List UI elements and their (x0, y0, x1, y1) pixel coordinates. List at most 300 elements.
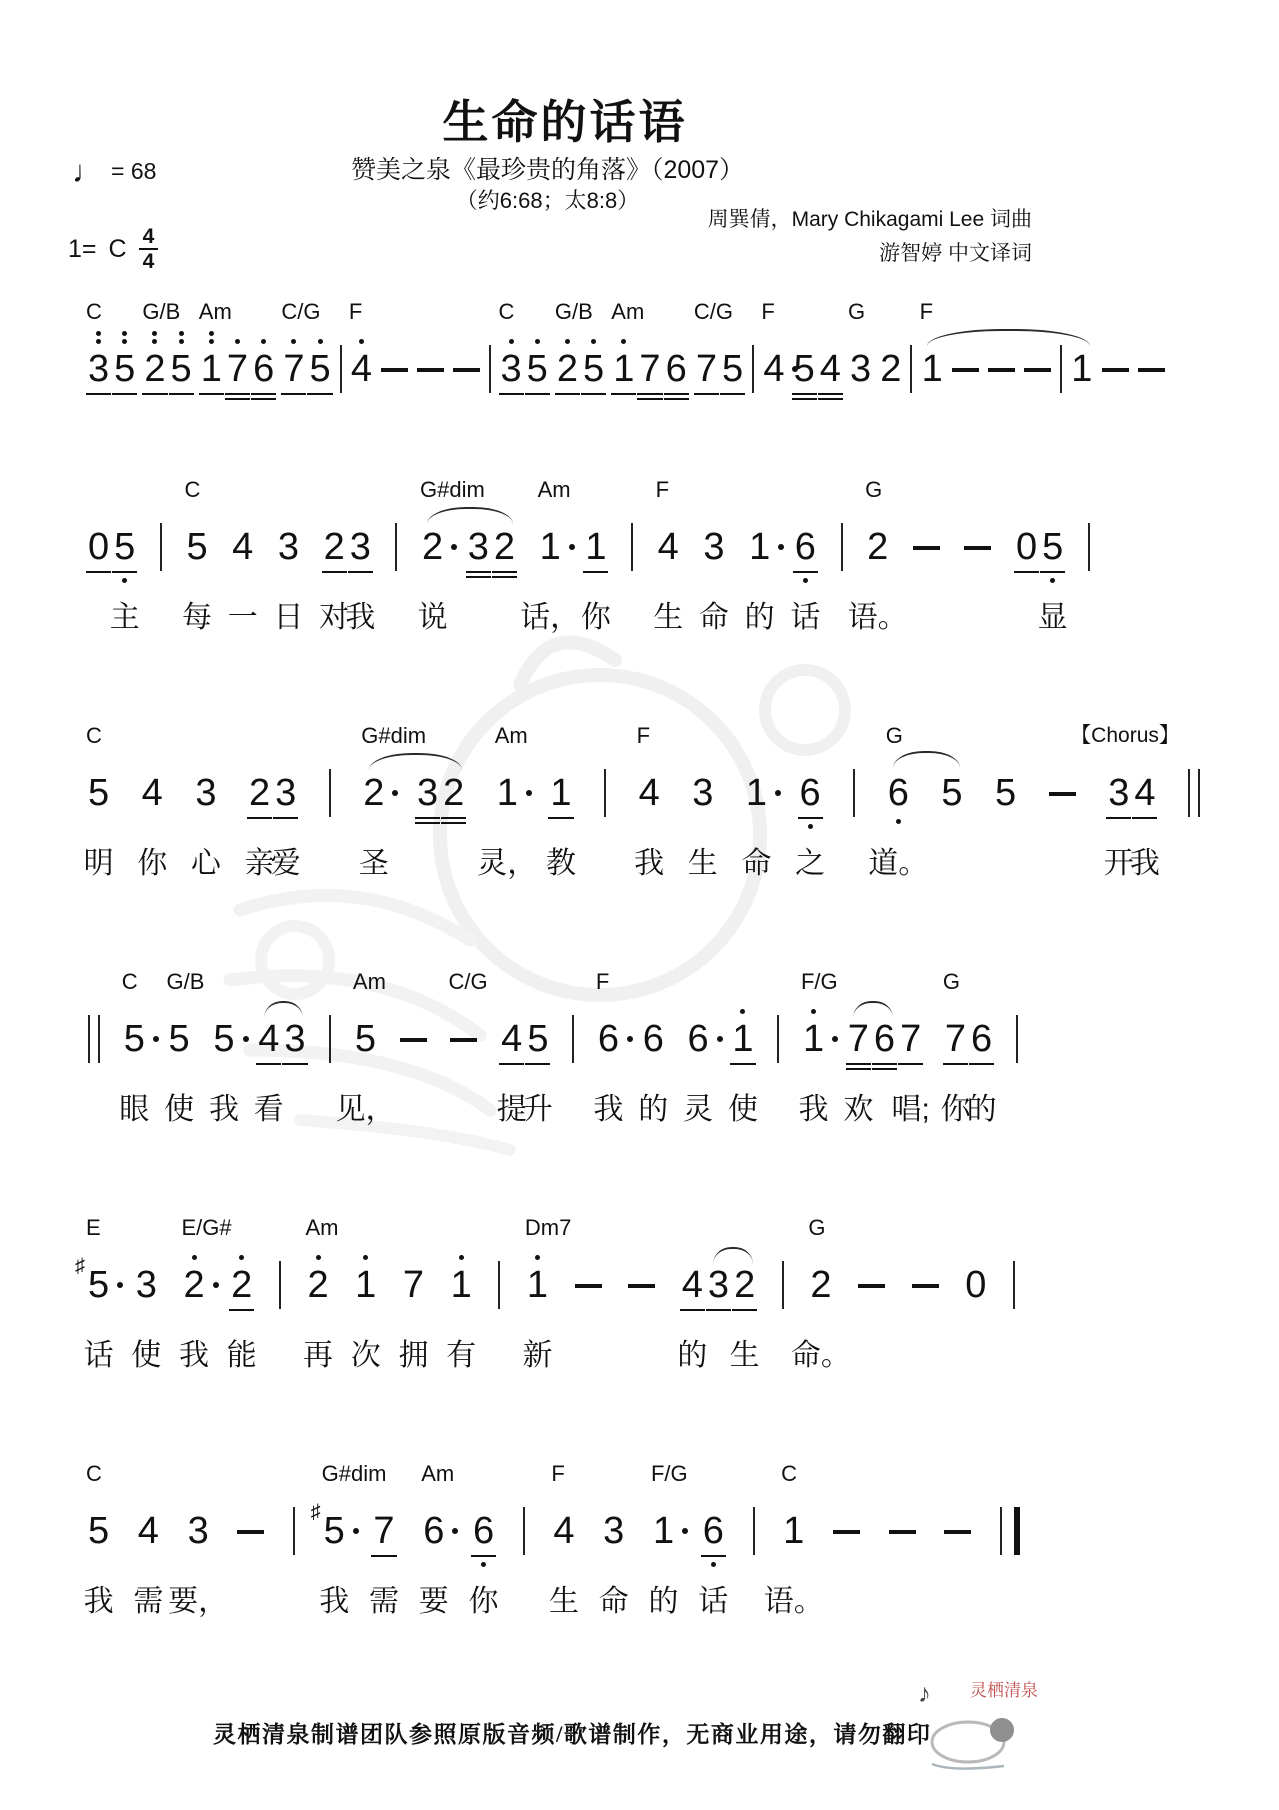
lyric-syllable: 话 (83, 1339, 114, 1372)
note (729, 1263, 760, 1372)
translator-credit: 游智婷 中文译词 (879, 241, 1032, 265)
duration-underline (846, 1068, 871, 1071)
note-number: 2 (867, 526, 889, 568)
chord-label: G (865, 477, 883, 502)
note (368, 1509, 399, 1618)
note-row (83, 723, 1200, 880)
duration-underline (251, 393, 276, 396)
lyric-syllable: 心 (190, 847, 221, 880)
lyric-syllable: 每 (182, 601, 212, 634)
barline (293, 1507, 295, 1555)
duration-underline (471, 1555, 496, 1558)
octave-dots-below (703, 1562, 724, 1567)
octave-dot (621, 339, 626, 344)
note (446, 1263, 477, 1372)
note (182, 477, 212, 634)
note-number: 0 (1015, 526, 1038, 568)
note-number: 5 (323, 1510, 345, 1552)
duration-underline (818, 393, 843, 396)
note-number: 4 (553, 1510, 575, 1552)
held-note-dash (628, 1284, 655, 1288)
held-note-dash (1102, 368, 1129, 372)
barline (395, 523, 397, 571)
score (75, 299, 1200, 1707)
duration-underline (694, 393, 719, 396)
octave-dots-above (231, 1255, 252, 1260)
note (995, 771, 1016, 815)
barline (841, 523, 843, 571)
octave-dots-above (309, 339, 330, 344)
barline (1013, 1261, 1015, 1309)
chord-label: G/B (166, 969, 205, 994)
chord-label: F (761, 299, 775, 324)
lyric-syllable: 教 (545, 847, 576, 880)
note-number: 5 (170, 348, 192, 390)
chord-label: F/G (800, 969, 838, 994)
note (190, 771, 221, 880)
octave-dot (179, 331, 184, 336)
held-note-dash (1024, 368, 1051, 372)
duration-underline (499, 393, 524, 396)
publisher-logo (912, 1668, 1037, 1783)
note (693, 299, 733, 391)
key-prefix: 1= (68, 234, 97, 263)
octave-dot (811, 1009, 816, 1014)
music-system-chorus-2 (75, 1215, 1015, 1389)
note-row (88, 477, 1090, 634)
note (1070, 724, 1180, 880)
note (966, 1017, 997, 1126)
octave-dots-above (583, 339, 604, 344)
note (319, 525, 350, 634)
note (137, 771, 168, 880)
chord-label: F (595, 969, 610, 994)
note-number: 5 (527, 1018, 549, 1060)
note (874, 1017, 895, 1061)
duration-underline (664, 393, 689, 396)
note (648, 1461, 688, 1618)
octave-dot (363, 1255, 368, 1260)
note (545, 771, 576, 880)
note (666, 347, 687, 391)
lyric-syllable: 语。 (847, 601, 908, 634)
lyric-syllable: 爱 (270, 847, 301, 880)
duration-underline (492, 576, 517, 579)
chord-label: C/G (693, 299, 733, 324)
note-number: 7 (900, 1018, 922, 1060)
barline (631, 523, 633, 571)
lyric-syllable: 开 (1103, 847, 1134, 880)
barline (853, 769, 855, 817)
note (727, 1017, 758, 1126)
note-number: 3 (467, 526, 489, 568)
lyric-syllable: 话， (520, 601, 581, 634)
octave-dot (808, 824, 813, 829)
lyric-syllable: 生 (653, 601, 684, 634)
beamed-group (611, 299, 687, 391)
chord-label: Am (305, 1215, 339, 1240)
note-number: 6 (472, 1510, 495, 1552)
note-number: 0 (88, 526, 110, 568)
chord-label: Am (611, 299, 645, 324)
barline (572, 1015, 574, 1063)
note-number: 3 (416, 772, 439, 814)
note-row (88, 969, 1018, 1126)
duration-underline (281, 393, 306, 396)
note-number: 3 (195, 772, 217, 814)
octave-dots-above (171, 331, 192, 344)
note-number: 1 (526, 1264, 549, 1306)
chord-label: G/B (554, 299, 593, 324)
lyric-syllable: 主 (109, 601, 140, 634)
beamed-group (498, 299, 548, 391)
note-number: 2 (810, 1264, 832, 1306)
note-number: 1 (200, 348, 222, 390)
scripture-reference: （约6:68；太8:8） (455, 188, 640, 213)
note (554, 299, 593, 391)
note-number: 3 (849, 348, 872, 390)
chord-label: Am (352, 969, 386, 994)
note (761, 299, 785, 391)
note-number: 1 (732, 1018, 754, 1060)
note-number: 2 (363, 772, 385, 814)
note (358, 723, 427, 880)
barline (782, 1261, 784, 1309)
barline (910, 345, 912, 393)
note-number: 1 (921, 348, 943, 390)
key-signature (68, 225, 158, 273)
beamed-group (319, 525, 376, 634)
chord-label: Am (421, 1461, 455, 1486)
duration-underline (720, 393, 745, 396)
lyric-syllable: 生 (687, 847, 718, 880)
lyric-syllable: 命。 (790, 1339, 851, 1372)
note-number: 4 (819, 348, 841, 390)
note (310, 1461, 387, 1618)
note (348, 299, 372, 391)
duration-underline (581, 393, 606, 396)
note-number: 5 (186, 526, 208, 568)
note (498, 299, 522, 391)
lyric-syllable: 语。 (763, 1585, 824, 1618)
note-number: 1 (652, 1510, 675, 1552)
note-number: 6 (253, 348, 275, 390)
note (142, 299, 181, 391)
note (522, 1215, 572, 1372)
duration-underline (169, 393, 194, 396)
duration-underline (225, 398, 250, 401)
held-note-dash (952, 368, 979, 372)
octave-dots-above (88, 331, 109, 344)
duration-underline (229, 1309, 254, 1312)
augmentation-dot (569, 544, 575, 550)
lyric-syllable: 命 (598, 1585, 629, 1618)
note-number: 1 (496, 772, 518, 814)
duration-underline (499, 1063, 524, 1066)
chord-label: F (655, 477, 670, 502)
note-number: 6 (642, 1018, 664, 1060)
duration-underline (818, 398, 843, 401)
slur-tie-arc (853, 1001, 893, 1018)
lyric-syllable: 圣 (358, 847, 389, 880)
duration-underline (943, 1063, 968, 1066)
octave-dot (239, 1255, 244, 1260)
barline (498, 1261, 500, 1309)
note (109, 525, 140, 634)
augmentation-dot (775, 790, 781, 796)
note-number: 3 (603, 1510, 625, 1552)
note-number: 4 (137, 1510, 159, 1552)
note-row (86, 299, 1165, 393)
note (880, 347, 901, 391)
barline (329, 1015, 331, 1063)
note (350, 1263, 381, 1372)
note-number: 3 (707, 1264, 730, 1306)
note (548, 1461, 579, 1618)
octave-dot (291, 339, 296, 344)
note-number: 5 (114, 526, 136, 568)
duration-underline (793, 571, 818, 574)
octave-dot (591, 339, 596, 344)
octave-dot (192, 1255, 197, 1260)
note (468, 525, 489, 569)
note (598, 1509, 629, 1618)
lyric-syllable: 道。 (868, 847, 929, 880)
song-title: 生命的话语 (442, 96, 688, 148)
duration-underline (415, 822, 440, 825)
chord-label: C (781, 1461, 798, 1486)
octave-dots-above (283, 339, 304, 344)
final-barline (1000, 1507, 1020, 1555)
note (418, 1461, 455, 1618)
barline (489, 345, 491, 393)
note-number: 1 (550, 772, 572, 814)
note-number: 0 (965, 1264, 987, 1306)
beamed-group (417, 771, 464, 815)
octave-dots-above (227, 339, 248, 344)
note (88, 525, 109, 569)
note (653, 477, 684, 634)
note-number: 6 (873, 1018, 896, 1060)
note (253, 347, 274, 391)
lyric-syllable: 命 (741, 847, 772, 880)
note-number: 5 (213, 1018, 235, 1060)
held-note-dash (988, 368, 1015, 372)
credits (708, 203, 1032, 270)
lyric-syllable: 次 (350, 1339, 381, 1372)
beamed-group (281, 299, 331, 391)
note-number: 7 (226, 348, 249, 390)
lyric-syllable: 有 (446, 1339, 477, 1372)
lyric-syllable: 使 (164, 1093, 195, 1126)
note-number: 2 (493, 526, 516, 568)
chord-label: C (121, 969, 138, 994)
note-row (75, 1215, 1015, 1372)
note-number: 5 (793, 348, 815, 390)
note-number: 4 (350, 348, 372, 390)
chord-label: Am (537, 477, 571, 502)
note (741, 771, 772, 880)
octave-dot (318, 339, 323, 344)
beamed-group (244, 771, 301, 880)
note-number: 2 (734, 1264, 756, 1306)
chord-label: C (498, 299, 515, 324)
note-number: 5 (1042, 526, 1064, 568)
note (527, 347, 548, 391)
duration-underline (548, 817, 573, 820)
octave-dot (235, 339, 240, 344)
note (303, 1215, 339, 1372)
note-number: 7 (944, 1018, 967, 1060)
octave-dots-above (201, 331, 222, 344)
lyric-syllable: 的 (966, 1093, 997, 1126)
beamed-group (677, 1263, 760, 1372)
note (965, 1263, 986, 1307)
chord-label: G#dim (321, 1461, 387, 1486)
chord-label: F (551, 1461, 565, 1486)
octave-dot (261, 339, 266, 344)
duration-underline (730, 1063, 755, 1066)
duration-underline (256, 1063, 281, 1066)
note-number: 5 (168, 1018, 190, 1060)
note (496, 1017, 527, 1126)
duration-underline (701, 1555, 726, 1558)
note (790, 525, 821, 634)
note-number: 7 (847, 1018, 869, 1060)
note (253, 1017, 284, 1126)
note-number: 1 (745, 772, 768, 814)
note-number: 3 (88, 348, 110, 390)
barline (329, 769, 331, 817)
music-system-intro (88, 299, 1165, 393)
note-number: 7 (283, 348, 305, 390)
lyric-syllable: 你 (940, 1093, 971, 1126)
duration-underline (112, 393, 137, 396)
note-number: 6 (799, 772, 821, 814)
barline (279, 1261, 281, 1309)
note-number: 5 (526, 348, 548, 390)
lyric-syllable: 新 (522, 1339, 553, 1372)
lyric-syllable: 需 (368, 1585, 399, 1618)
note (708, 1263, 729, 1307)
held-note-dash (417, 368, 444, 372)
duration-underline (348, 571, 373, 574)
note-number: 3 (1108, 772, 1130, 814)
note (168, 1509, 229, 1618)
duration-underline (273, 817, 298, 820)
octave-dot (740, 1009, 745, 1014)
note (171, 347, 192, 391)
octave-dot (711, 1562, 716, 1567)
held-note-dash (575, 1284, 602, 1288)
held-note-dash (1049, 792, 1076, 796)
chord-label: E (86, 1215, 101, 1240)
section-marker: 【Chorus】 (1070, 724, 1180, 747)
note-number: 5 (721, 348, 744, 390)
held-note-dash (964, 546, 991, 550)
lyric-syllable: 显 (1037, 601, 1068, 634)
chord-label: G (808, 1215, 826, 1240)
note-number: 6 (887, 772, 909, 814)
duration-underline (1040, 571, 1065, 574)
duration-underline (322, 571, 347, 574)
note (919, 299, 943, 391)
tempo-marking (72, 156, 156, 187)
note-number: 1 (355, 1264, 377, 1306)
held-note-dash (237, 1530, 264, 1534)
octave-dot (96, 331, 101, 336)
octave-dot (209, 331, 214, 336)
duration-underline (872, 1063, 897, 1066)
chord-label: Am (198, 299, 232, 324)
note (335, 969, 396, 1126)
note-number: 4 (763, 348, 785, 390)
tempo-value: = 68 (111, 158, 157, 184)
augmentation-dot (153, 1036, 159, 1042)
album-line: 赞美之泉《最珍贵的角落》（2007） (350, 156, 745, 184)
duration-underline (142, 393, 167, 396)
duration-underline (466, 576, 491, 579)
held-note-dash (448, 969, 488, 1042)
note-number: 3 (187, 1510, 209, 1552)
section-barline (88, 1015, 100, 1063)
lyric-syllable: 使 (727, 1093, 758, 1126)
note (281, 299, 321, 391)
lyric-syllable: 的 (638, 1093, 669, 1126)
note (798, 969, 838, 1126)
note-number: 2 (231, 1264, 253, 1306)
held-note-dash (453, 368, 480, 372)
music-system-chorus-1 (88, 969, 1018, 1143)
duration-underline (583, 571, 608, 574)
note-number: 4 (1134, 772, 1156, 814)
octave-dot (152, 339, 157, 344)
lyric-syllable: 对 (319, 601, 350, 634)
note-number: 5 (88, 1510, 110, 1552)
held-note-dash (912, 1284, 939, 1288)
octave-dot (122, 331, 127, 336)
note-number: 3 (284, 1018, 306, 1060)
lyric-syllable: 话 (698, 1585, 729, 1618)
chord-label: C/G (448, 969, 488, 994)
note-number: 7 (695, 348, 717, 390)
key-note: C (108, 234, 127, 263)
octave-dots-above (527, 1255, 548, 1260)
sharp-icon: ♯ (310, 1501, 321, 1523)
note-number: 2 (556, 348, 579, 390)
lyric-syllable: 见， (335, 1093, 396, 1126)
note (309, 347, 330, 391)
chord-label: C (86, 723, 102, 748)
beamed-group (693, 299, 744, 391)
note-number: 7 (402, 1264, 425, 1306)
sharp-icon: ♯ (75, 1255, 85, 1277)
chord-label: C (184, 477, 201, 502)
held-note-dash (833, 1530, 860, 1534)
note (1129, 771, 1160, 880)
note (794, 347, 815, 391)
octave-dots-below (1042, 578, 1063, 583)
note (345, 525, 376, 634)
octave-dots-above (114, 331, 135, 344)
octave-dot (316, 1255, 321, 1260)
lyric-syllable: 要， (168, 1585, 229, 1618)
octave-dot (459, 1255, 464, 1260)
note (593, 969, 624, 1126)
octave-dot (96, 339, 101, 344)
duration-underline (792, 393, 817, 396)
octave-dot (896, 819, 901, 824)
